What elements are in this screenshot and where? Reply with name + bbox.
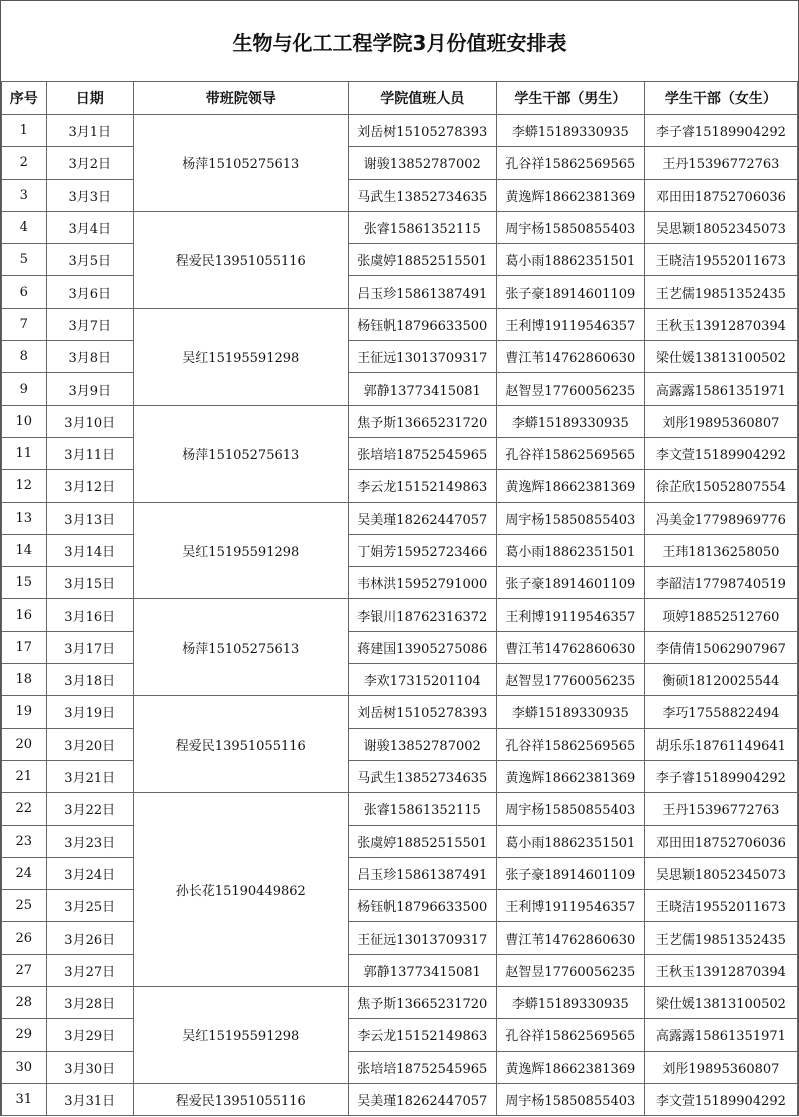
row-date: 3月9日	[46, 373, 133, 405]
male-cadre-cell: 周宇杨15850855403	[496, 211, 644, 243]
row-number: 13	[2, 502, 47, 534]
table-body	[2, 115, 798, 1116]
row-number: 31	[2, 1083, 47, 1115]
row-number: 23	[2, 825, 47, 857]
male-cadre-cell: 葛小雨18862351501	[496, 244, 644, 276]
table-row	[2, 308, 798, 340]
table-row	[2, 760, 798, 792]
male-cadre-cell: 周宇杨15850855403	[496, 1083, 644, 1115]
header-staff: 学院值班人员	[348, 82, 496, 115]
staff-cell: 吴美瑾18262447057	[348, 1083, 496, 1115]
header-female-cadre: 学生干部（女生）	[644, 82, 797, 115]
row-number: 7	[2, 308, 47, 340]
table-row	[2, 211, 798, 243]
male-cadre-cell: 黄逸辉18662381369	[496, 470, 644, 502]
table-row	[2, 276, 798, 308]
female-cadre-cell: 李倩倩15062907967	[644, 631, 797, 663]
row-number: 8	[2, 341, 47, 373]
leader-cell: 程爱民13951055116	[133, 1083, 348, 1115]
row-number: 21	[2, 760, 47, 792]
leader-cell: 吴红15195591298	[133, 502, 348, 599]
female-cadre-cell: 吴思颖18052345073	[644, 211, 797, 243]
male-cadre-cell: 李蟒15189330935	[496, 115, 644, 147]
row-number: 29	[2, 1019, 47, 1051]
male-cadre-cell: 葛小雨18862351501	[496, 825, 644, 857]
row-number: 26	[2, 922, 47, 954]
male-cadre-cell: 张子豪18914601109	[496, 567, 644, 599]
staff-cell: 韦林洪15952791000	[348, 567, 496, 599]
male-cadre-cell: 孔谷祥15862569565	[496, 728, 644, 760]
female-cadre-cell: 高露露15861351971	[644, 373, 797, 405]
row-number: 22	[2, 793, 47, 825]
staff-cell: 张培培18752545965	[348, 437, 496, 469]
male-cadre-cell: 赵智昱17760056235	[496, 373, 644, 405]
male-cadre-cell: 张子豪18914601109	[496, 276, 644, 308]
header-leader: 带班院领导	[133, 82, 348, 115]
row-date: 3月8日	[46, 341, 133, 373]
row-number: 30	[2, 1051, 47, 1083]
male-cadre-cell: 曹江苇14762860630	[496, 341, 644, 373]
female-cadre-cell: 王丹15396772763	[644, 147, 797, 179]
male-cadre-cell: 葛小雨18862351501	[496, 534, 644, 566]
table-row	[2, 115, 798, 147]
male-cadre-cell: 孔谷祥15862569565	[496, 1019, 644, 1051]
male-cadre-cell: 孔谷祥15862569565	[496, 437, 644, 469]
male-cadre-cell: 黄逸辉18662381369	[496, 179, 644, 211]
row-date: 3月24日	[46, 857, 133, 889]
male-cadre-cell: 赵智昱17760056235	[496, 664, 644, 696]
row-number: 28	[2, 987, 47, 1019]
staff-cell: 马武生13852734635	[348, 179, 496, 211]
row-number: 5	[2, 244, 47, 276]
row-date: 3月1日	[46, 115, 133, 147]
staff-cell: 李欢17315201104	[348, 664, 496, 696]
staff-cell: 蒋建国13905275086	[348, 631, 496, 663]
row-date: 3月20日	[46, 728, 133, 760]
female-cadre-cell: 王秋玉13912870394	[644, 954, 797, 986]
female-cadre-cell: 王艺儒19851352435	[644, 276, 797, 308]
table-row	[2, 793, 798, 825]
table-row	[2, 825, 798, 857]
staff-cell: 张培培18752545965	[348, 1051, 496, 1083]
row-date: 3月11日	[46, 437, 133, 469]
row-date: 3月12日	[46, 470, 133, 502]
staff-cell: 张虞婷18852515501	[348, 825, 496, 857]
table-row	[2, 373, 798, 405]
staff-cell: 王征远13013709317	[348, 341, 496, 373]
table-row	[2, 599, 798, 631]
row-number: 16	[2, 599, 47, 631]
male-cadre-cell: 孔谷祥15862569565	[496, 147, 644, 179]
female-cadre-cell: 李韶洁17798740519	[644, 567, 797, 599]
table-row	[2, 179, 798, 211]
row-date: 3月13日	[46, 502, 133, 534]
duty-table	[1, 81, 798, 1116]
female-cadre-cell: 梁仕媛13813100502	[644, 341, 797, 373]
table-row	[2, 664, 798, 696]
row-date: 3月29日	[46, 1019, 133, 1051]
header-male-cadre: 学生干部（男生）	[496, 82, 644, 115]
staff-cell: 王征远13013709317	[348, 922, 496, 954]
row-date: 3月4日	[46, 211, 133, 243]
female-cadre-cell: 邓田田18752706036	[644, 179, 797, 211]
row-date: 3月14日	[46, 534, 133, 566]
row-date: 3月21日	[46, 760, 133, 792]
row-date: 3月28日	[46, 987, 133, 1019]
row-number: 27	[2, 954, 47, 986]
table-row	[2, 954, 798, 986]
row-number: 14	[2, 534, 47, 566]
female-cadre-cell: 李巧17558822494	[644, 696, 797, 728]
table-row	[2, 890, 798, 922]
female-cadre-cell: 徐芷欣15052807554	[644, 470, 797, 502]
leader-cell: 孙长花15190449862	[133, 793, 348, 987]
row-date: 3月27日	[46, 954, 133, 986]
male-cadre-cell: 王利博19119546357	[496, 890, 644, 922]
male-cadre-cell: 黄逸辉18662381369	[496, 1051, 644, 1083]
female-cadre-cell: 李文萱15189904292	[644, 1083, 797, 1115]
female-cadre-cell: 高露露15861351971	[644, 1019, 797, 1051]
male-cadre-cell: 李蟒15189330935	[496, 696, 644, 728]
female-cadre-cell: 刘彤19895360807	[644, 405, 797, 437]
row-date: 3月16日	[46, 599, 133, 631]
row-date: 3月18日	[46, 664, 133, 696]
row-date: 3月19日	[46, 696, 133, 728]
table-row	[2, 631, 798, 663]
staff-cell: 丁娟芳15952723466	[348, 534, 496, 566]
staff-cell: 郭静13773415081	[348, 954, 496, 986]
female-cadre-cell: 王玮18136258050	[644, 534, 797, 566]
header-date: 日期	[46, 82, 133, 115]
female-cadre-cell: 王艺儒19851352435	[644, 922, 797, 954]
table-row	[2, 147, 798, 179]
row-date: 3月23日	[46, 825, 133, 857]
leader-cell: 吴红15195591298	[133, 987, 348, 1084]
staff-cell: 吴美瑾18262447057	[348, 502, 496, 534]
table-row	[2, 502, 798, 534]
table-row	[2, 244, 798, 276]
row-date: 3月25日	[46, 890, 133, 922]
table-row	[2, 1019, 798, 1051]
female-cadre-cell: 冯美金17798969776	[644, 502, 797, 534]
male-cadre-cell: 李蟒15189330935	[496, 987, 644, 1019]
female-cadre-cell: 王晓洁19552011673	[644, 890, 797, 922]
staff-cell: 吕玉珍15861387491	[348, 276, 496, 308]
male-cadre-cell: 周宇杨15850855403	[496, 793, 644, 825]
male-cadre-cell: 王利博19119546357	[496, 308, 644, 340]
table-row	[2, 1051, 798, 1083]
table-row	[2, 341, 798, 373]
staff-cell: 张睿15861352115	[348, 211, 496, 243]
staff-cell: 刘岳树15105278393	[348, 115, 496, 147]
row-date: 3月2日	[46, 147, 133, 179]
row-date: 3月31日	[46, 1083, 133, 1115]
row-number: 12	[2, 470, 47, 502]
row-number: 18	[2, 664, 47, 696]
row-date: 3月10日	[46, 405, 133, 437]
row-date: 3月26日	[46, 922, 133, 954]
leader-cell: 吴红15195591298	[133, 308, 348, 405]
row-date: 3月17日	[46, 631, 133, 663]
table-row	[2, 857, 798, 889]
female-cadre-cell: 王丹15396772763	[644, 793, 797, 825]
female-cadre-cell: 刘彤19895360807	[644, 1051, 797, 1083]
page-title: 生物与化工工程学院3月份值班安排表	[232, 30, 567, 55]
staff-cell: 马武生13852734635	[348, 760, 496, 792]
row-number: 3	[2, 179, 47, 211]
staff-cell: 杨钰帆18796633500	[348, 308, 496, 340]
female-cadre-cell: 李子睿15189904292	[644, 760, 797, 792]
row-date: 3月7日	[46, 308, 133, 340]
female-cadre-cell: 吴思颖18052345073	[644, 857, 797, 889]
staff-cell: 吕玉珍15861387491	[348, 857, 496, 889]
female-cadre-cell: 邓田田18752706036	[644, 825, 797, 857]
female-cadre-cell: 李子睿15189904292	[644, 115, 797, 147]
leader-cell: 程爱民13951055116	[133, 696, 348, 793]
female-cadre-cell: 衡硕18120025544	[644, 664, 797, 696]
staff-cell: 谢骏13852787002	[348, 147, 496, 179]
table-row	[2, 922, 798, 954]
table-row	[2, 1083, 798, 1115]
row-number: 11	[2, 437, 47, 469]
female-cadre-cell: 梁仕媛13813100502	[644, 987, 797, 1019]
male-cadre-cell: 周宇杨15850855403	[496, 502, 644, 534]
male-cadre-cell: 曹江苇14762860630	[496, 922, 644, 954]
row-date: 3月30日	[46, 1051, 133, 1083]
female-cadre-cell: 王秋玉13912870394	[644, 308, 797, 340]
row-date: 3月22日	[46, 793, 133, 825]
female-cadre-cell: 李文萱15189904292	[644, 437, 797, 469]
row-number: 20	[2, 728, 47, 760]
female-cadre-cell: 胡乐乐18761149641	[644, 728, 797, 760]
row-number: 17	[2, 631, 47, 663]
row-number: 19	[2, 696, 47, 728]
row-number: 25	[2, 890, 47, 922]
staff-cell: 谢骏13852787002	[348, 728, 496, 760]
table-row	[2, 405, 798, 437]
staff-cell: 李云龙15152149863	[348, 470, 496, 502]
staff-cell: 焦予斯13665231720	[348, 987, 496, 1019]
staff-cell: 刘岳树15105278393	[348, 696, 496, 728]
header-no: 序号	[2, 82, 47, 115]
row-date: 3月6日	[46, 276, 133, 308]
male-cadre-cell: 王利博19119546357	[496, 599, 644, 631]
male-cadre-cell: 张子豪18914601109	[496, 857, 644, 889]
staff-cell: 郭静13773415081	[348, 373, 496, 405]
table-row	[2, 987, 798, 1019]
row-number: 10	[2, 405, 47, 437]
staff-cell: 李云龙15152149863	[348, 1019, 496, 1051]
staff-cell: 焦予斯13665231720	[348, 405, 496, 437]
staff-cell: 张虞婷18852515501	[348, 244, 496, 276]
male-cadre-cell: 黄逸辉18662381369	[496, 760, 644, 792]
female-cadre-cell: 王晓洁19552011673	[644, 244, 797, 276]
female-cadre-cell: 项婷18852512760	[644, 599, 797, 631]
row-number: 2	[2, 147, 47, 179]
staff-cell: 张睿15861352115	[348, 793, 496, 825]
table-row	[2, 534, 798, 566]
staff-cell: 杨钰帆18796633500	[348, 890, 496, 922]
male-cadre-cell: 李蟒15189330935	[496, 405, 644, 437]
header-row	[2, 82, 798, 115]
table-row	[2, 470, 798, 502]
table-row	[2, 567, 798, 599]
row-number: 15	[2, 567, 47, 599]
row-date: 3月15日	[46, 567, 133, 599]
row-date: 3月3日	[46, 179, 133, 211]
leader-cell: 杨萍15105275613	[133, 405, 348, 502]
staff-cell: 李银川18762316372	[348, 599, 496, 631]
leader-cell: 杨萍15105275613	[133, 599, 348, 696]
table-row	[2, 728, 798, 760]
leader-cell: 杨萍15105275613	[133, 115, 348, 212]
row-date: 3月5日	[46, 244, 133, 276]
table-row	[2, 437, 798, 469]
leader-cell: 程爱民13951055116	[133, 211, 348, 308]
row-number: 4	[2, 211, 47, 243]
row-number: 9	[2, 373, 47, 405]
row-number: 24	[2, 857, 47, 889]
male-cadre-cell: 赵智昱17760056235	[496, 954, 644, 986]
table-row	[2, 696, 798, 728]
row-number: 1	[2, 115, 47, 147]
male-cadre-cell: 曹江苇14762860630	[496, 631, 644, 663]
row-number: 6	[2, 276, 47, 308]
